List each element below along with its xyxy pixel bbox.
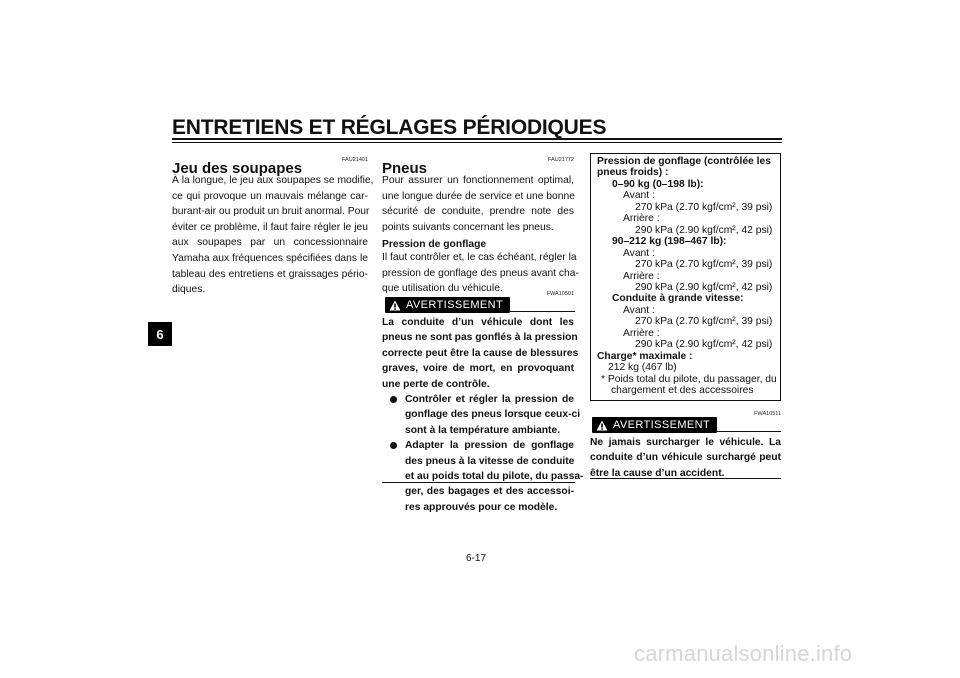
section-code: FAU21772 <box>548 157 574 163</box>
spec-charge-label: Charge* maximale : <box>597 350 693 362</box>
spec-label-rear: Arrière : <box>623 213 660 225</box>
text-line: ce qui provoque un mauvais mélange car- <box>172 190 368 202</box>
text-line: aux soupapes par un concessionnaire <box>172 237 368 249</box>
spec-group-label: 90–212 kg (198–467 lb): <box>612 236 727 248</box>
text-line: que utilisation du véhicule. <box>382 283 503 295</box>
spec-value: 270 kPa (2.70 kgf/cm², 39 psi) <box>635 201 773 213</box>
spec-value: 270 kPa (2.70 kgf/cm², 39 psi) <box>635 259 773 271</box>
text-line: sécurité de conduite, prendre note des <box>382 206 574 218</box>
tyre-pressure-spec-box <box>590 153 781 401</box>
text-line: Adapter la pression de gonflage <box>405 440 574 452</box>
text-line: une perte de contrôle. <box>382 378 490 390</box>
watermark: carmanualsonline.info <box>634 641 853 666</box>
list-item <box>382 392 581 438</box>
warning-badge <box>385 297 510 313</box>
section-title-tyres: Pneus <box>382 160 428 177</box>
spec-value: 290 kPa (2.90 kgf/cm², 42 psi) <box>635 224 773 236</box>
text-line: pression de gonflage des pneus avant cha- <box>382 267 579 279</box>
spec-title: pneus froids) : <box>597 167 669 179</box>
text-line: gonflage des pneus lorsque ceux-ci <box>405 409 581 421</box>
text-line: pneus ne sont pas gonflés à la pression <box>382 332 578 344</box>
text-line: sont à la température ambiante. <box>405 424 561 436</box>
spec-label-front: Avant : <box>623 304 655 316</box>
spec-group-label: Conduite à grande vitesse: <box>612 293 744 305</box>
page-title: ENTRETIENS ET RÉGLAGES PÉRIODIQUES <box>172 116 607 139</box>
header-rule <box>172 138 782 140</box>
text-line: Pour assurer un fonctionnement optimal, <box>382 175 574 186</box>
warning-triangle-icon <box>596 420 608 431</box>
warning-code: FWA10511 <box>754 411 781 417</box>
warning-bottom-rule <box>590 478 781 479</box>
warning-label: AVERTISSEMENT <box>613 419 711 431</box>
spec-value: 270 kPa (2.70 kgf/cm², 39 psi) <box>635 316 773 328</box>
warning-text <box>590 435 781 481</box>
spec-footnote: chargement et des accessoires <box>611 385 754 397</box>
chapter-number: 6 <box>156 326 164 342</box>
text-line: correcte peut être la cause de blessures <box>382 347 579 359</box>
text-line: une longue durée de service et une bonne <box>382 190 575 202</box>
warning-top-rule <box>715 431 781 432</box>
warning-badge <box>592 417 717 433</box>
spec-label-rear: Arrière : <box>623 327 660 339</box>
text-line: conduite d’un véhicule surchargé peut <box>590 452 781 464</box>
tyres-intro <box>382 173 574 235</box>
spec-charge-value: 212 kg (467 lb) <box>608 362 677 374</box>
spec-title: Pression de gonflage (contrôlée les <box>597 156 771 167</box>
bullet-icon <box>390 396 397 403</box>
text-line: être la cause d’un accident. <box>590 467 725 479</box>
header-rule-thin <box>172 142 782 143</box>
warning-top-rule <box>508 311 575 312</box>
text-line: Yamaha aux fréquences spécifiées dans le <box>172 252 368 264</box>
text-line: Ne jamais surcharger le véhicule. La <box>590 437 781 448</box>
text-line: tableau des entretiens et graissages pério- <box>172 268 368 280</box>
warning-code: FWA10501 <box>546 291 574 297</box>
warning-label: AVERTISSEMENT <box>406 299 504 311</box>
spec-label-front: Avant : <box>623 190 655 202</box>
bullet-icon <box>390 442 397 449</box>
page-number: 6-17 <box>466 553 487 564</box>
section-code: FAU21401 <box>342 157 368 163</box>
text-line: La conduite d’un véhicule dont les <box>382 317 574 328</box>
text-line: graves, voire de mort, en provoquant <box>382 363 574 375</box>
text-line: res approuvés pour ce modèle. <box>405 501 558 513</box>
chapter-tab <box>148 322 172 346</box>
text-line: À la longue, le jeu aux soupapes se modifie, <box>172 175 374 186</box>
warning-triangle-icon <box>389 300 401 311</box>
spec-label-rear: Arrière : <box>623 270 660 282</box>
text-line: diques. <box>172 284 206 296</box>
pressure-paragraph <box>382 250 579 297</box>
text-line: et au poids total du pilote, du passa- <box>405 471 584 483</box>
text-line: Il faut contrôler et, le cas échéant, régler la <box>382 252 577 263</box>
text-line: ger, des bagages et des accessoi- <box>405 486 574 498</box>
list-item <box>382 438 584 515</box>
text-line: burant-air ou produit un bruit anormal. Pour <box>172 206 370 218</box>
warning-text <box>382 315 584 515</box>
text-line: points suivants concernant les pneus. <box>382 221 554 233</box>
valves-paragraph <box>172 173 374 298</box>
warning-bottom-rule <box>382 482 575 483</box>
text-line: Contrôler et régler la pression de <box>405 394 574 406</box>
section-title-valves: Jeu des soupapes <box>172 160 303 177</box>
text-line: éviter ce problème, il faut faire régler le jeu <box>172 221 368 233</box>
spec-group-label: 0–90 kg (0–198 lb): <box>612 178 704 190</box>
spec-label-front: Avant : <box>623 247 655 259</box>
spec-value: 290 kPa (2.90 kgf/cm², 42 psi) <box>635 339 773 351</box>
spec-value: 290 kPa (2.90 kgf/cm², 42 psi) <box>635 281 773 293</box>
subheading-pressure: Pression de gonflage <box>382 239 487 250</box>
spec-footnote: * Poids total du pilote, du passager, du <box>601 373 777 385</box>
text-line: des pneus à la vitesse de conduite <box>405 455 575 467</box>
